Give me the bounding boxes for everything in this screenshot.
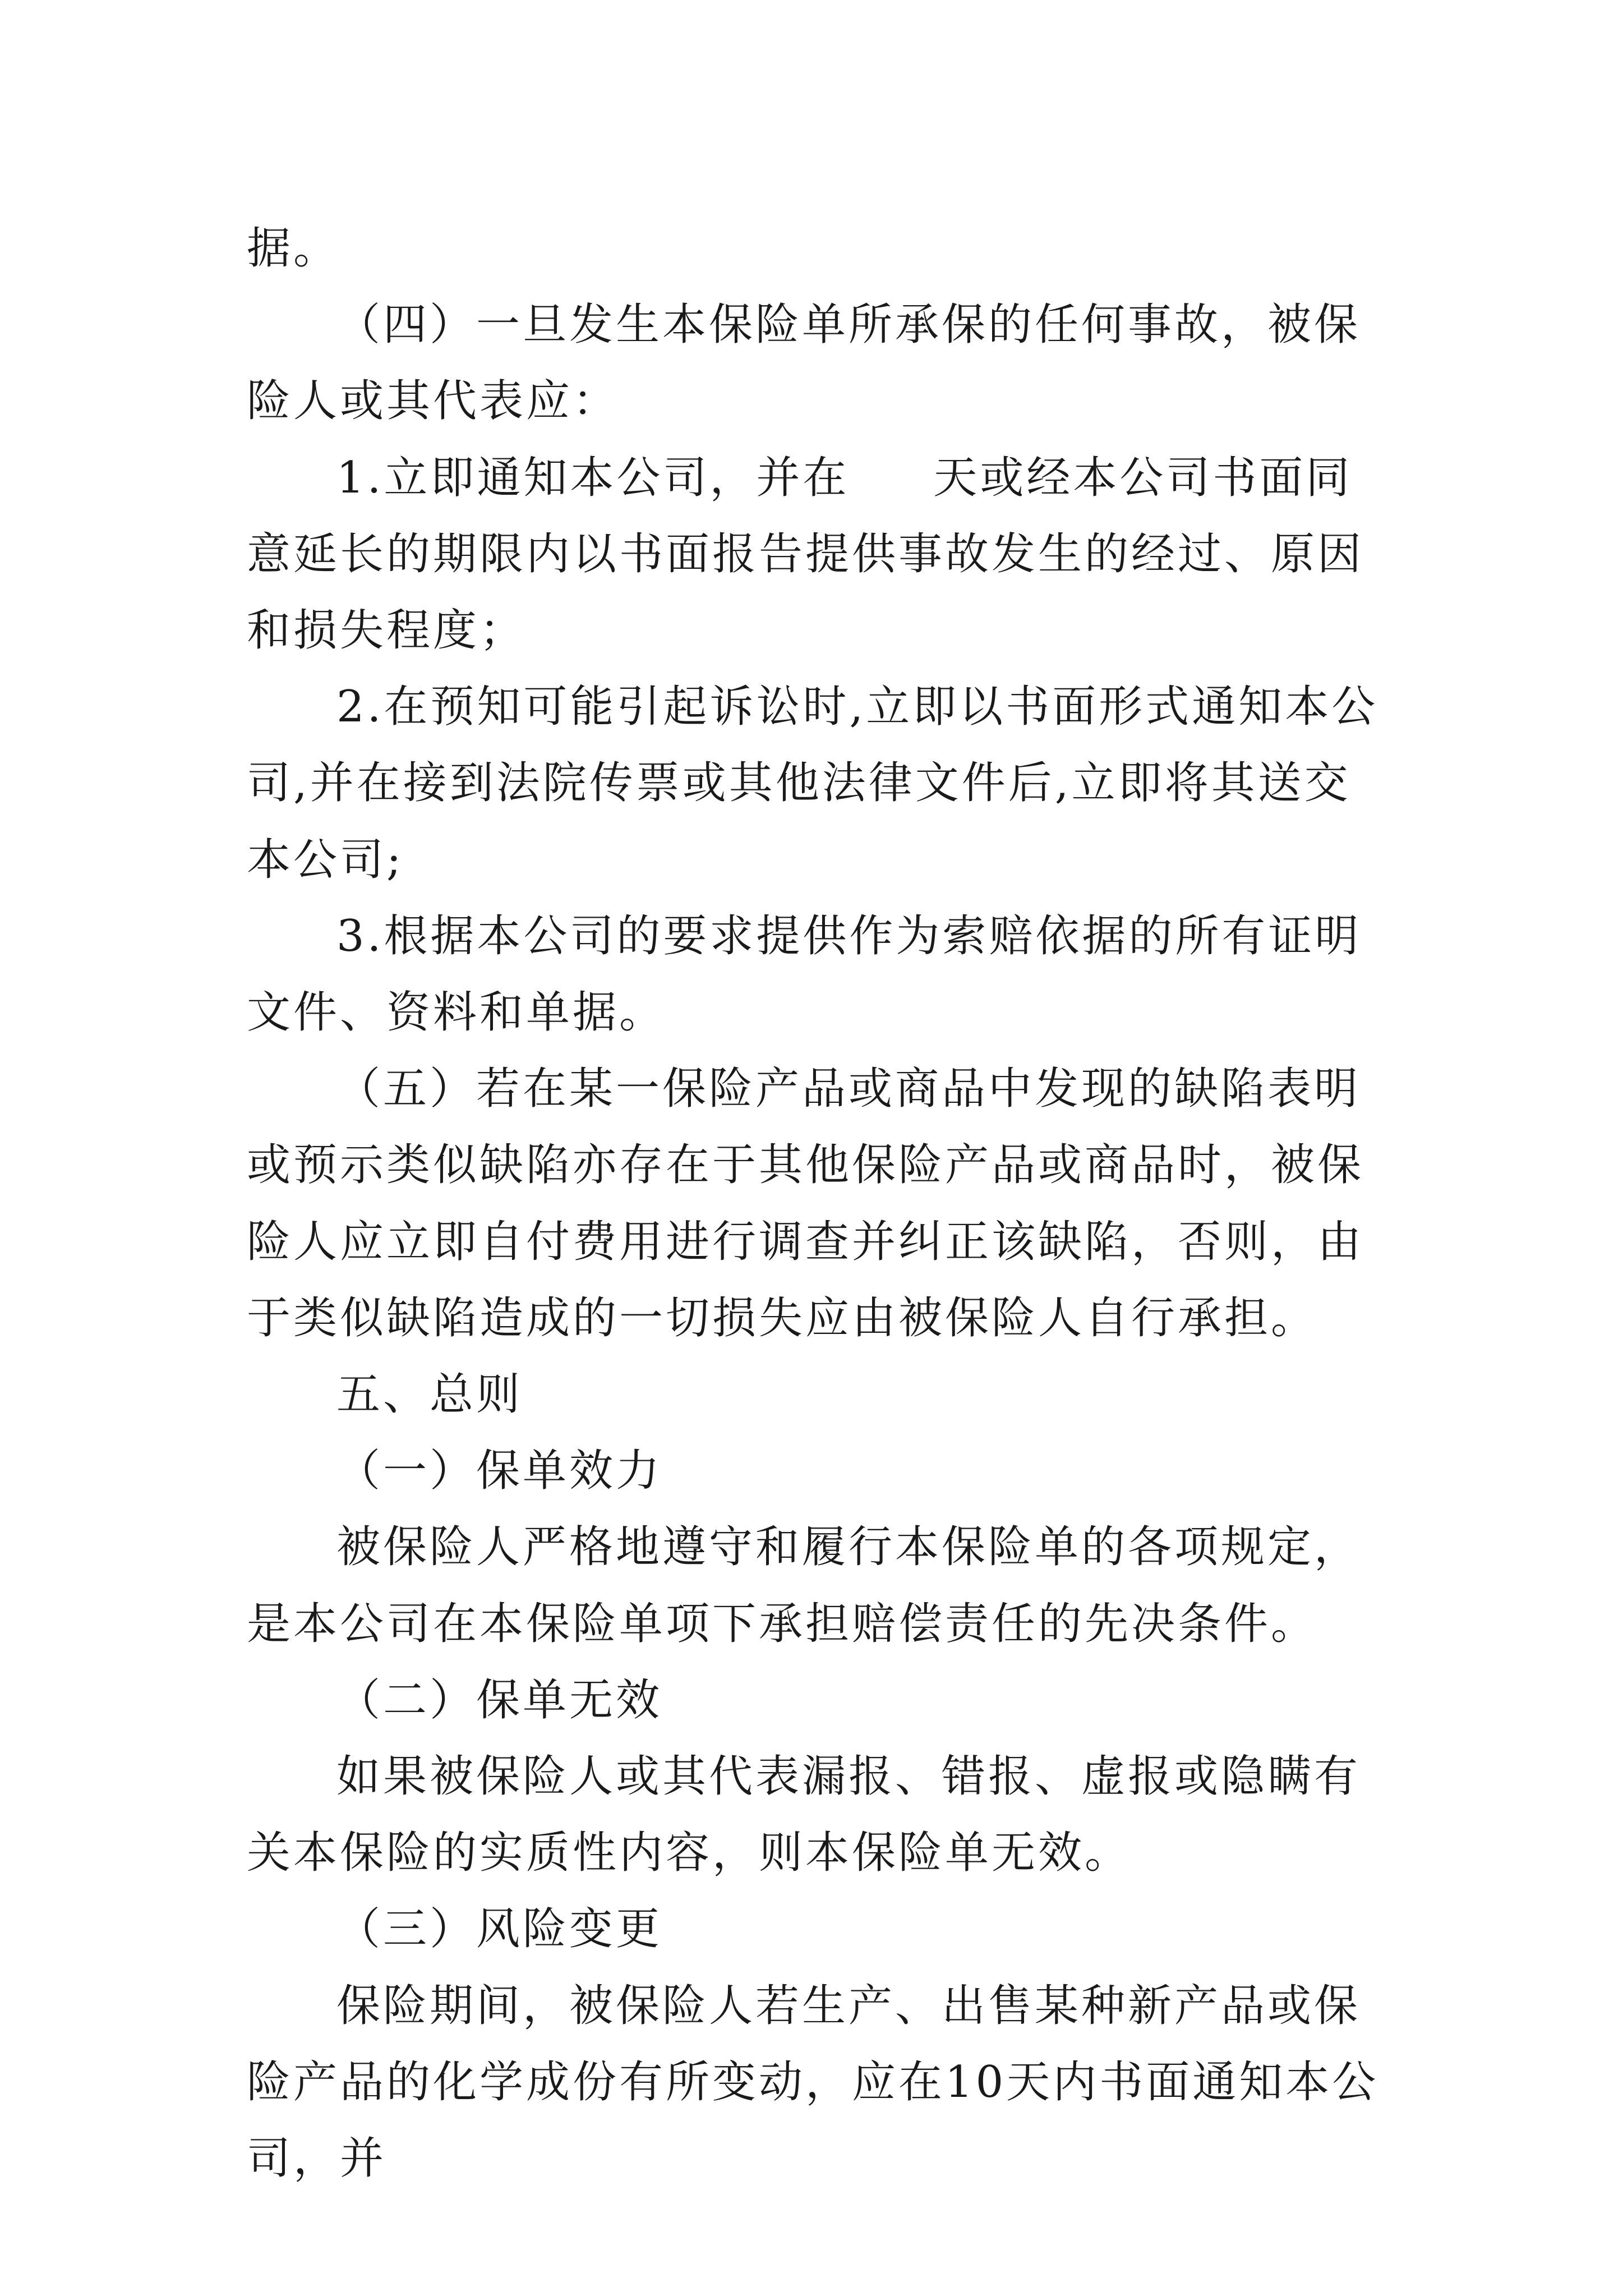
heading-policy-effect: （一）保单效力 bbox=[336, 1446, 663, 1497]
item-1-text-end: 天或经本公司书面同意延长的期限内以书面报告提供事故发生的经过、原因和损失程度； bbox=[247, 452, 1364, 656]
paragraph-policy-invalid: 如果被保险人或其代表漏报、错报、虚报或隐瞒有关本保险的实质性内容，则本保险单无效。 bbox=[247, 1751, 1361, 1879]
paragraph-risk-change: 保险期间，被保险人若生产、出售某种新产品或保险产品的化学成份有所变动，应在10天内书面通知本公司，并 bbox=[247, 1980, 1379, 2184]
heading-policy-invalid: （二）保单无效 bbox=[336, 1674, 663, 1726]
heading-risk-change: （三）风险变更 bbox=[336, 1904, 663, 1955]
paragraph-item-3: 3.根据本公司的要求提供作为索赔依据的所有证明文件、资料和单据。 bbox=[247, 910, 1362, 1038]
heading-general-provisions: 五、总则 bbox=[336, 1369, 523, 1420]
item-1-text-start: 1.立即通知本公司，并在 bbox=[336, 452, 850, 503]
paragraph-section-5: （五）若在某一保险产品或商品中发现的缺陷表明或预示类似缺陷亦存在于其他保险产品或商品时，被保险人应立即自付费用进行调查并纠正该缺陷，否则，由于类似缺陷造成的一切损失应由被保险人自行承担。 bbox=[247, 1064, 1364, 1343]
paragraph-policy-effect: 被保险人严格地遵守和履行本保险单的各项规定，是本公司在本保险单项下承担赔偿责任的先决条件。 bbox=[247, 1522, 1361, 1649]
paragraph-continuation: 据。 bbox=[247, 223, 340, 274]
paragraph-section-4: （四）一旦发生本保险单所承保的任何事故，被保险人或其代表应： bbox=[247, 300, 1361, 427]
paragraph-item-2: 2.在预知可能引起诉讼时,立即以书面形式通知本公司,并在接到法院传票或其他法律文件后,立即将其送交本公司; bbox=[247, 682, 1378, 885]
paragraph-item-1 bbox=[247, 440, 1385, 669]
document-body bbox=[247, 210, 1385, 2197]
